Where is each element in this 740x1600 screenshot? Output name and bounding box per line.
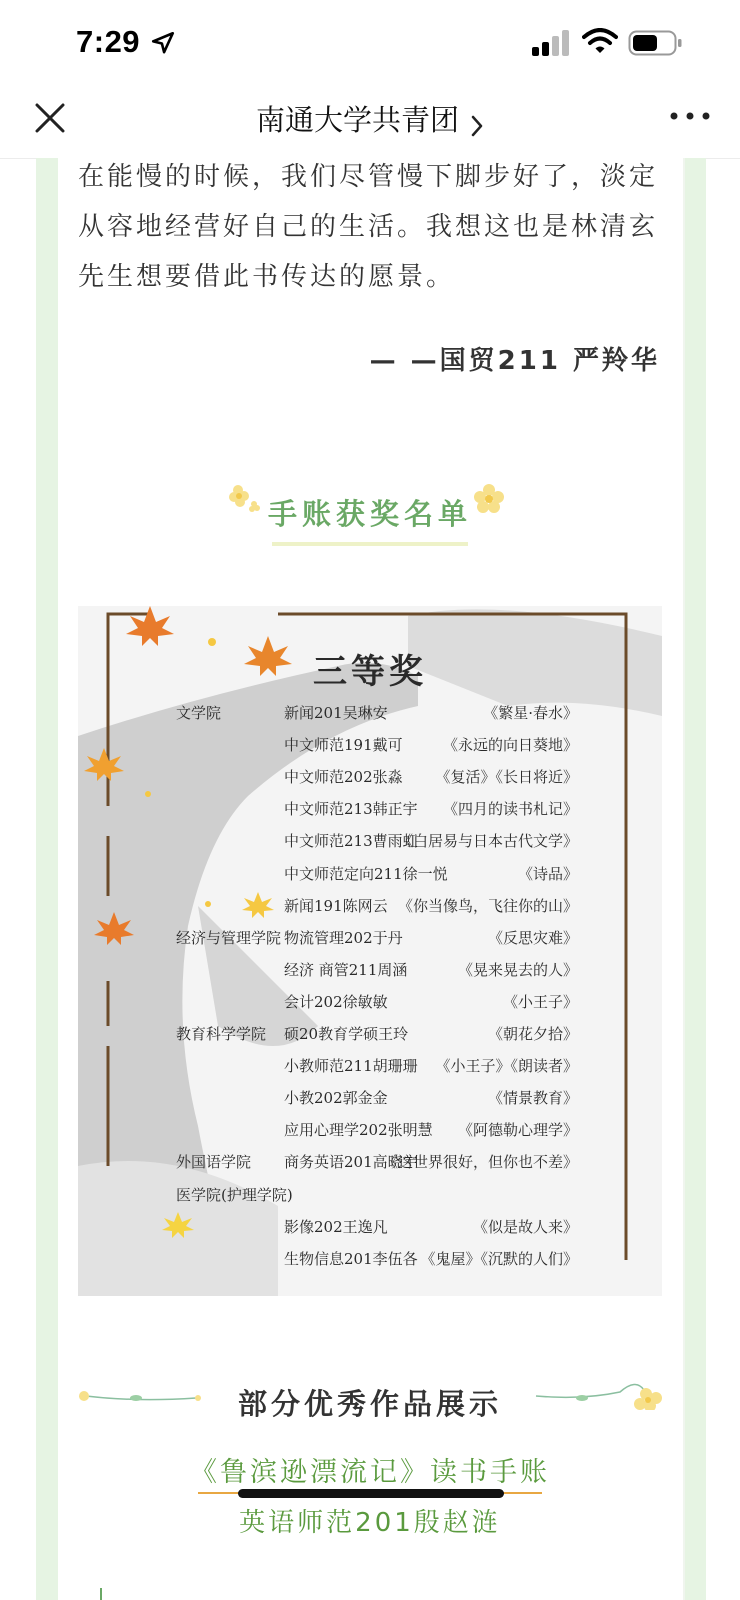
row-book: 《小王子》《朗读者》 xyxy=(435,1057,578,1076)
row-book: 《朝花夕拾》 xyxy=(487,1025,578,1043)
home-indicator[interactable] xyxy=(238,1489,504,1498)
row-student: 小教师范211胡珊珊 xyxy=(284,1057,418,1076)
article-content[interactable] xyxy=(0,158,740,1600)
certificate-row xyxy=(78,702,578,734)
row-college: 经济与管理学院 xyxy=(176,928,282,947)
row-book: 《这世界很好，但你也不差》 xyxy=(382,1153,578,1172)
row-student: 小教202郭金金 xyxy=(284,1089,388,1108)
certificate-row xyxy=(78,927,578,959)
row-student: 新闻191陈网云 xyxy=(284,896,388,915)
certificate-row xyxy=(78,991,578,1023)
row-student: 生物信息201李伍各 xyxy=(284,1249,418,1268)
certificate-row xyxy=(78,1119,578,1151)
certificate-row xyxy=(78,1023,578,1055)
certificate-row xyxy=(78,1055,578,1087)
certificate-row xyxy=(78,1151,578,1183)
row-student: 中文师范213曹雨虹 xyxy=(284,832,418,851)
row-student: 中文师范定向211徐一悦 xyxy=(284,864,448,883)
row-book: 《鬼屋》《沉默的人们》 xyxy=(420,1249,578,1268)
row-book: 《复活》《长日将近》 xyxy=(435,768,578,787)
row-student: 新闻201吴琳安 xyxy=(284,704,388,722)
nav-title: 南通大学共青团 xyxy=(255,103,459,137)
row-book: 《永远的向日葵地》 xyxy=(442,736,578,755)
article-signature: — —国贸211 严羚华 xyxy=(369,346,660,376)
status-time: 7:29 xyxy=(76,24,141,59)
account-link[interactable] xyxy=(0,98,740,139)
row-book: 《情景教育》 xyxy=(487,1089,578,1108)
award-certificate-image[interactable] xyxy=(78,606,662,1296)
work-title: 《鲁滨逊漂流记》读书手账 xyxy=(190,1457,550,1488)
row-college: 外国语学院 xyxy=(176,1153,252,1172)
more-icon[interactable] xyxy=(668,104,712,128)
row-book: 《白居易与日本古代文学》 xyxy=(397,832,578,851)
row-book: 《诗品》 xyxy=(517,864,578,883)
wifi-icon xyxy=(582,28,618,56)
row-college: 文学院 xyxy=(176,704,222,722)
signal-icon xyxy=(532,30,570,56)
row-book: 《晃来晃去的人》 xyxy=(457,960,578,979)
row-student: 影像202王逸凡 xyxy=(284,1217,388,1236)
status-bar xyxy=(0,0,740,88)
flower-icon xyxy=(472,482,506,516)
nav-bar xyxy=(0,88,740,159)
certificate-row xyxy=(78,1248,578,1280)
vine-decoration-right xyxy=(532,1376,666,1410)
work-author: 英语师范201殷赵涟 xyxy=(239,1508,501,1538)
row-student: 中文师范213韩正宇 xyxy=(284,800,418,819)
certificate-title: 三等奖 xyxy=(313,652,427,692)
row-student: 物流管理202于丹 xyxy=(284,928,403,947)
certificate-row xyxy=(78,798,578,830)
row-student: 经济 商管211周涵 xyxy=(284,960,408,979)
row-student: 硕20教育学硕王玲 xyxy=(284,1025,409,1043)
row-book: 《繁星·春水》 xyxy=(483,704,578,722)
section-title-award: 手账获奖名单 xyxy=(267,497,472,531)
row-student: 中文师范191戴可 xyxy=(284,736,403,755)
row-book: 《反思灾难》 xyxy=(487,928,578,947)
row-student: 应用心理学202张明慧 xyxy=(284,1121,433,1140)
certificate-row xyxy=(78,766,578,798)
section-title-showcase: 部分优秀作品展示 xyxy=(237,1387,502,1421)
row-college: 医学院(护理学院) xyxy=(176,1185,293,1204)
article-paragraph: 在能慢的时候，我们尽管慢下脚步好了，淡定从容地经营好自己的生活。我想这也是林清玄先生想要借此书传达的愿景。 xyxy=(78,162,659,292)
section-header-award xyxy=(0,482,740,552)
row-book: 《你当像鸟，飞往你的山》 xyxy=(397,896,578,915)
row-book: 《小王子》 xyxy=(502,992,578,1011)
maple-leaf-icon xyxy=(126,606,174,646)
row-student: 商务英语201高晓宇 xyxy=(284,1153,418,1172)
row-college: 教育科学学院 xyxy=(176,1025,267,1043)
certificate-row xyxy=(78,1216,578,1248)
certificate-row xyxy=(78,959,578,991)
chevron-right-icon xyxy=(470,115,484,137)
certificate-row xyxy=(78,863,578,895)
certificate-row xyxy=(78,1087,578,1119)
certificate-row xyxy=(78,734,578,766)
row-book: 《阿德勒心理学》 xyxy=(457,1121,578,1140)
image-edge-marker xyxy=(100,1588,102,1600)
certificate-row xyxy=(78,895,578,927)
section-underline xyxy=(272,542,468,546)
certificate-row xyxy=(78,830,578,862)
battery-icon xyxy=(628,30,684,56)
row-book: 《四月的读书札记》 xyxy=(442,800,578,819)
row-student: 会计202徐敏敏 xyxy=(284,992,388,1011)
row-student: 中文师范202张淼 xyxy=(284,768,403,787)
location-arrow-icon xyxy=(150,30,176,56)
row-book: 《似是故人来》 xyxy=(472,1217,578,1236)
certificate-row xyxy=(78,1184,578,1216)
